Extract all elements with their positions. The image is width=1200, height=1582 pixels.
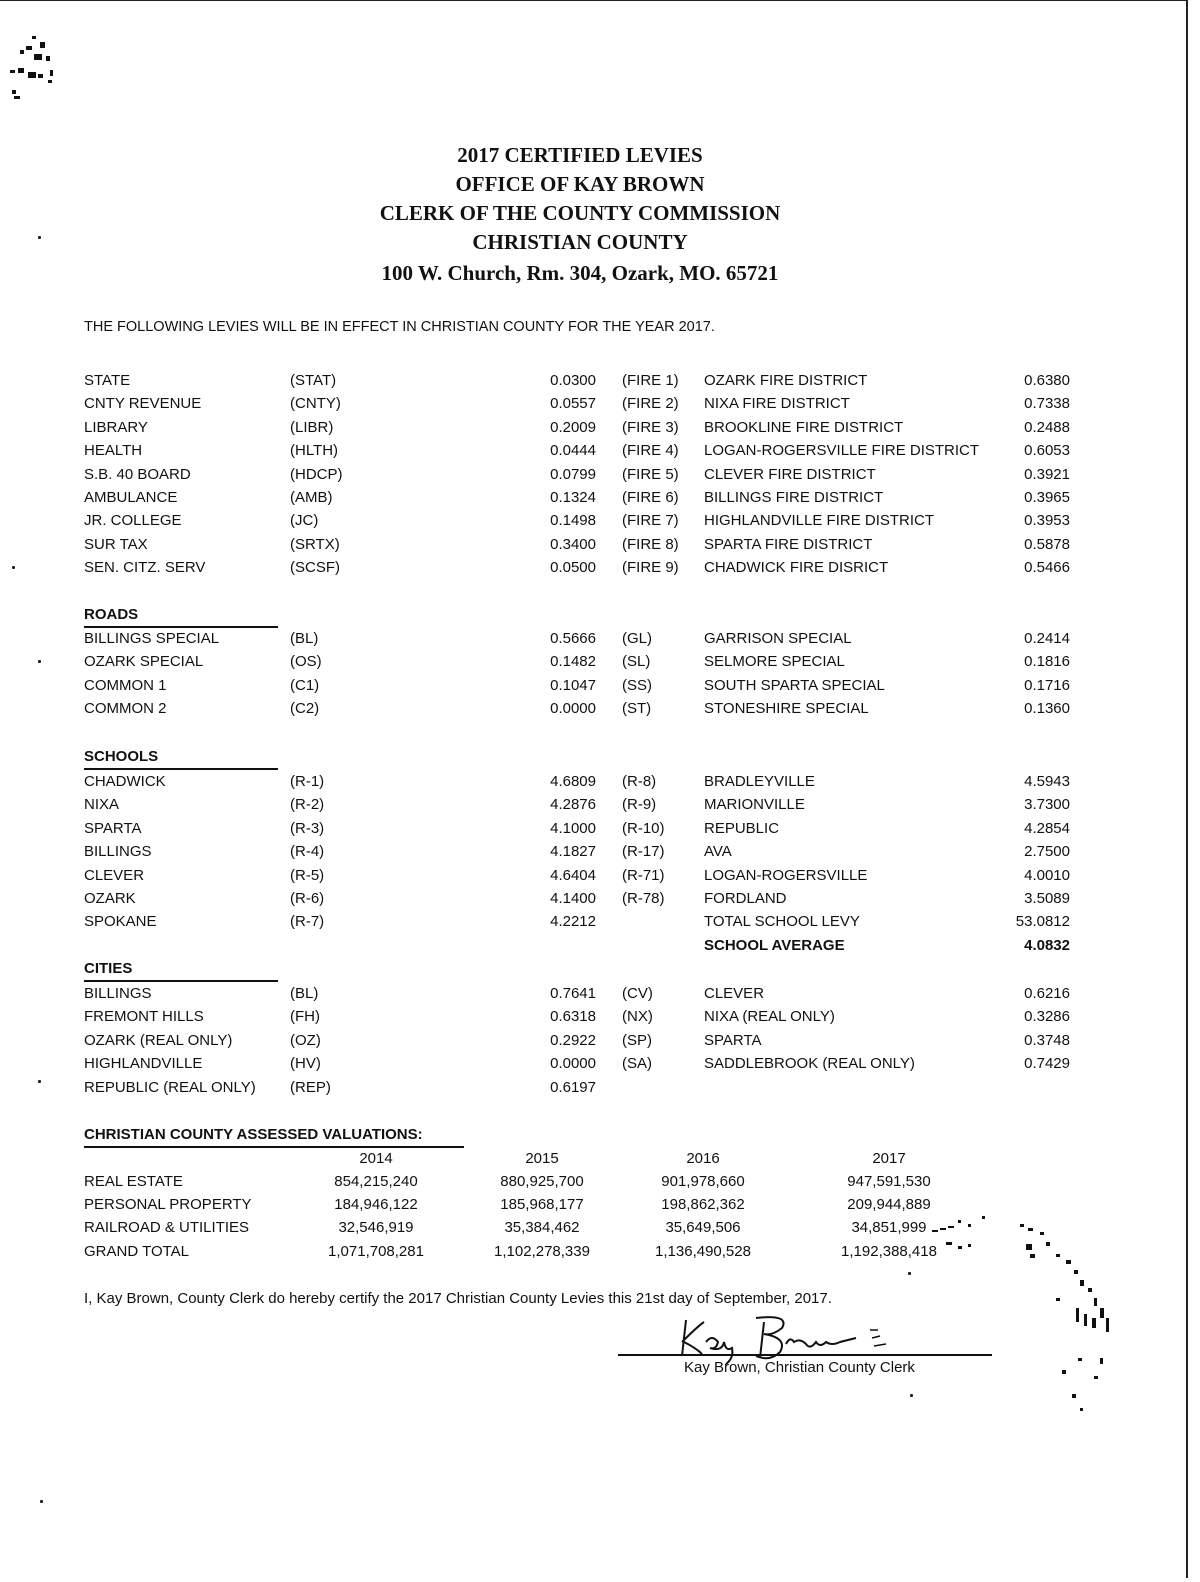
cities-row-right-value: 0.7429 — [1024, 1055, 1070, 1073]
title-line-3: CLERK OF THE COUNTY COMMISSION — [379, 201, 781, 225]
schools-row-right-code: (R-9) — [622, 796, 657, 814]
address-line: 100 W. Church, Rm. 304, Ozark, MO. 65721 — [381, 261, 779, 285]
schools-row-right-code: (R-71) — [622, 866, 665, 884]
general-row-name: SUR TAX — [84, 535, 148, 553]
general-row-code: (SRTX) — [290, 535, 340, 553]
schools-row-value: 4.6809 — [550, 773, 596, 790]
cities-row-name: REPUBLIC (REAL ONLY) — [84, 1078, 256, 1096]
scan-noise-top-left — [4, 34, 64, 114]
roads-row-right-value: 0.1816 — [1024, 653, 1070, 671]
schools-row-right-name: AVA — [704, 843, 732, 861]
general-row-name: AMBULANCE — [84, 489, 178, 506]
valuations-heading: CHRISTIAN COUNTY ASSESSED VALUATIONS: — [84, 1126, 423, 1143]
general-row-right-value: 0.3921 — [1024, 465, 1070, 483]
general-row-right-name: OZARK FIRE DISTRICT — [704, 372, 868, 389]
schools-row-right-code: (R-78) — [622, 890, 665, 907]
general-row-right-code: (FIRE 9) — [622, 559, 679, 577]
schools-row-right-code: (R-8) — [622, 773, 657, 790]
valuation-row-label: REAL ESTATE — [84, 1173, 183, 1190]
valuation-cell: 1,102,278,339 — [494, 1242, 590, 1260]
cities-row-right-name: SPARTA — [704, 1031, 762, 1049]
schools-row-name: CLEVER — [84, 866, 145, 884]
schools-row-right-code: (R-10) — [622, 819, 665, 837]
general-row-code: (LIBR) — [290, 418, 334, 436]
roads-row-right-name: SOUTH SPARTA SPECIAL — [704, 676, 885, 694]
schools-row-name: NIXA — [84, 796, 120, 814]
schools-row-right-name: FORDLAND — [704, 890, 787, 907]
cities-row-right-value: 0.6216 — [1024, 985, 1070, 1002]
general-row-value: 0.1324 — [550, 489, 596, 506]
roads-row-code: (OS) — [290, 653, 322, 671]
general-row-right-code: (FIRE 1) — [622, 372, 679, 389]
general-row-name: JR. COLLEGE — [84, 512, 182, 530]
general-row-name: SEN. CITZ. SERV — [84, 559, 206, 577]
valuation-cell: 947,591,530 — [847, 1173, 931, 1190]
valuation-cell: 185,968,177 — [500, 1196, 584, 1214]
schools-row-right-value: 3.5089 — [1024, 890, 1070, 907]
scan-speck — [908, 1272, 911, 1275]
cities-row-name: BILLINGS — [84, 985, 152, 1002]
roads-heading: ROADS — [84, 606, 139, 623]
general-row-name: CNTY REVENUE — [84, 395, 202, 413]
roads-heading-underline — [84, 626, 278, 628]
general-row-right-name: SPARTA FIRE DISTRICT — [704, 535, 873, 553]
cities-row-right-code: (NX) — [622, 1008, 653, 1026]
scan-speck — [38, 660, 41, 663]
schools-row-right-value: 4.2854 — [1024, 819, 1070, 837]
general-row-code: (STAT) — [290, 372, 337, 389]
valuation-cell: 198,862,362 — [661, 1196, 745, 1214]
general-row-name: HEALTH — [84, 442, 143, 460]
cities-row-right-name: CLEVER — [704, 985, 765, 1002]
valuation-cell: 209,944,889 — [847, 1196, 931, 1214]
cities-row-right-name: NIXA (REAL ONLY) — [704, 1008, 835, 1026]
general-row-right-name: CHADWICK FIRE DISRICT — [704, 559, 889, 577]
cities-row-right-name: SADDLEBROOK (REAL ONLY) — [704, 1055, 915, 1073]
roads-row-name: COMMON 1 — [84, 676, 167, 694]
general-row-value: 0.3400 — [550, 535, 596, 553]
valuation-cell: 35,384,462 — [504, 1219, 580, 1237]
schools-row-code: (R-3) — [290, 819, 325, 837]
roads-row-value: 0.1482 — [550, 653, 596, 671]
schools-row-code: (R-2) — [290, 796, 325, 814]
general-row-value: 0.0799 — [550, 465, 596, 483]
schools-row-code: (R-1) — [290, 773, 325, 790]
valuation-cell: 34,851,999 — [851, 1219, 927, 1237]
valuation-year-header: 2015 — [525, 1150, 559, 1167]
valuation-row-label: RAILROAD & UTILITIES — [84, 1219, 250, 1237]
roads-row-value: 0.0000 — [550, 700, 596, 718]
roads-row-value: 0.1047 — [550, 676, 596, 694]
cities-row-code: (BL) — [290, 985, 319, 1002]
schools-row-right-code: (R-17) — [622, 843, 665, 861]
intro-text: THE FOLLOWING LEVIES WILL BE IN EFFECT IN CHRISTIAN COUNTY FOR THE YEAR 2017. — [84, 319, 715, 335]
general-row-code: (HLTH) — [290, 442, 339, 460]
cities-row-right-code: (CV) — [622, 985, 653, 1002]
roads-row-right-value: 0.2414 — [1024, 630, 1070, 647]
valuation-year-header: 2016 — [686, 1150, 720, 1167]
valuation-cell: 35,649,506 — [665, 1219, 741, 1237]
general-row-right-code: (FIRE 5) — [622, 465, 679, 483]
roads-row-right-value: 0.1360 — [1024, 700, 1070, 718]
schools-row-code: (R-7) — [290, 913, 325, 931]
roads-row-name: COMMON 2 — [84, 700, 167, 718]
general-row-name: STATE — [84, 372, 131, 389]
schools-row-name: CHADWICK — [84, 773, 166, 790]
cities-row-code: (HV) — [290, 1055, 321, 1073]
general-row-right-value: 0.5878 — [1024, 535, 1070, 553]
schools-row-right-value: 4.5943 — [1024, 773, 1070, 790]
roads-row-right-value: 0.1716 — [1024, 676, 1070, 694]
scan-speck — [910, 1394, 913, 1397]
general-row-name: S.B. 40 BOARD — [84, 465, 191, 483]
cities-heading: CITIES — [84, 960, 133, 977]
valuation-year-header: 2017 — [872, 1150, 906, 1167]
general-row-value: 0.1498 — [550, 512, 596, 530]
roads-row-right-code: (GL) — [622, 630, 652, 647]
roads-row-right-name: STONESHIRE SPECIAL — [704, 700, 869, 718]
general-row-right-code: (FIRE 4) — [622, 442, 679, 460]
roads-row-right-code: (ST) — [622, 700, 652, 718]
valuation-cell: 1,192,388,418 — [841, 1242, 937, 1260]
schools-row-right-value: 53.0812 — [1015, 913, 1070, 931]
cities-row-right-value: 0.3748 — [1024, 1031, 1070, 1049]
valuation-row-label: PERSONAL PROPERTY — [84, 1196, 252, 1214]
general-row-right-code: (FIRE 6) — [622, 489, 679, 506]
schools-row-value: 4.1000 — [550, 819, 596, 837]
general-row-right-code: (FIRE 8) — [622, 535, 679, 553]
general-row-right-value: 0.3953 — [1024, 512, 1070, 530]
cities-row-value: 0.2922 — [550, 1031, 596, 1049]
roads-row-name: BILLINGS SPECIAL — [84, 630, 220, 647]
cities-row-code: (OZ) — [290, 1031, 321, 1049]
schools-row-code: (R-4) — [290, 843, 325, 861]
general-row-value: 0.0557 — [550, 395, 596, 413]
schools-row-value: 4.1400 — [550, 890, 596, 907]
schools-row-value: 4.2876 — [550, 796, 596, 814]
general-row-right-code: (FIRE 7) — [622, 512, 679, 530]
scan-noise-right — [1016, 1218, 1116, 1418]
schools-row-value: 4.2212 — [550, 913, 596, 931]
general-row-right-name: BROOKLINE FIRE DISTRICT — [704, 418, 904, 436]
signature-caption: Kay Brown, Christian County Clerk — [684, 1359, 915, 1376]
schools-row-code: (R-6) — [290, 890, 325, 907]
general-row-value: 0.2009 — [550, 418, 596, 436]
schools-row-right-name: TOTAL SCHOOL LEVY — [704, 913, 860, 931]
schools-row-value: 4.1827 — [550, 843, 596, 861]
general-row-value: 0.0300 — [550, 372, 596, 389]
valuation-cell: 32,546,919 — [338, 1219, 414, 1237]
general-row-code: (SCSF) — [290, 559, 340, 577]
schools-row-right-value: 3.7300 — [1024, 796, 1070, 814]
schools-row-right-name: SCHOOL AVERAGE — [704, 936, 845, 954]
valuation-cell: 901,978,660 — [661, 1173, 745, 1190]
cities-row-value: 0.6318 — [550, 1008, 596, 1026]
schools-row-right-value: 4.0010 — [1024, 866, 1070, 884]
general-row-value: 0.0444 — [550, 442, 596, 460]
general-row-value: 0.0500 — [550, 559, 596, 577]
roads-row-code: (C2) — [290, 700, 320, 718]
valuation-cell: 184,946,122 — [334, 1196, 418, 1214]
general-row-right-value: 0.5466 — [1024, 559, 1070, 577]
valuation-year-header: 2014 — [359, 1150, 393, 1167]
cities-row-value: 0.7641 — [550, 985, 596, 1002]
schools-row-code: (R-5) — [290, 866, 325, 884]
scan-noise-valuation — [928, 1212, 988, 1262]
signature-line — [618, 1354, 992, 1356]
general-row-right-name: HIGHLANDVILLE FIRE DISTRICT — [704, 512, 935, 530]
roads-row-right-name: GARRISON SPECIAL — [704, 630, 852, 647]
schools-heading-underline — [84, 768, 278, 770]
general-row-name: LIBRARY — [84, 418, 148, 436]
general-row-right-name: BILLINGS FIRE DISTRICT — [704, 489, 884, 506]
general-row-right-code: (FIRE 2) — [622, 395, 679, 413]
general-row-code: (JC) — [290, 512, 319, 530]
valuation-cell: 1,071,708,281 — [328, 1242, 424, 1260]
scan-speck — [40, 1500, 43, 1503]
cities-row-right-code: (SP) — [622, 1031, 652, 1049]
schools-row-right-name: REPUBLIC — [704, 819, 780, 837]
scan-speck — [12, 566, 15, 569]
valuations-heading-underline — [84, 1146, 464, 1148]
cities-row-value: 0.0000 — [550, 1055, 596, 1073]
cities-row-value: 0.6197 — [550, 1078, 596, 1096]
general-row-right-name: CLEVER FIRE DISTRICT — [704, 465, 876, 483]
general-row-code: (CNTY) — [290, 395, 341, 413]
schools-row-right-name: MARIONVILLE — [704, 796, 805, 814]
title-line-4: CHRISTIAN COUNTY — [472, 230, 688, 254]
schools-row-name: SPOKANE — [84, 913, 157, 931]
roads-row-value: 0.5666 — [550, 630, 596, 647]
valuation-cell: 854,215,240 — [334, 1173, 418, 1190]
roads-row-right-code: (SS) — [622, 676, 652, 694]
schools-row-value: 4.6404 — [550, 866, 596, 884]
cities-heading-underline — [84, 980, 278, 982]
cities-row-code: (REP) — [290, 1078, 331, 1096]
title-line-1: 2017 CERTIFIED LEVIES — [457, 143, 703, 167]
roads-row-right-code: (SL) — [622, 653, 651, 671]
valuation-cell: 1,136,490,528 — [655, 1242, 751, 1260]
schools-row-right-name: LOGAN-ROGERSVILLE — [704, 866, 868, 884]
cities-row-name: FREMONT HILLS — [84, 1008, 204, 1026]
schools-row-name: OZARK — [84, 890, 136, 907]
schools-heading: SCHOOLS — [84, 748, 159, 765]
cities-row-code: (FH) — [290, 1008, 320, 1026]
general-row-right-value: 0.2488 — [1024, 418, 1070, 436]
schools-row-name: SPARTA — [84, 819, 142, 837]
roads-row-right-name: SELMORE SPECIAL — [704, 653, 845, 671]
certification-text: I, Kay Brown, County Clerk do hereby certify the 2017 Christian County Levies this 21st day of September, 2017. — [84, 1290, 832, 1307]
roads-row-code: (BL) — [290, 630, 319, 647]
general-row-right-code: (FIRE 3) — [622, 418, 679, 436]
cities-row-name: OZARK (REAL ONLY) — [84, 1031, 233, 1049]
schools-row-right-name: BRADLEYVILLE — [704, 773, 815, 790]
general-row-right-name: LOGAN-ROGERSVILLE FIRE DISTRICT — [704, 442, 980, 460]
valuation-cell: 880,925,700 — [500, 1173, 584, 1190]
general-row-right-value: 0.6380 — [1024, 372, 1070, 389]
general-row-code: (HDCP) — [290, 465, 343, 483]
general-row-right-value: 0.3965 — [1024, 489, 1070, 506]
cities-row-right-value: 0.3286 — [1024, 1008, 1070, 1026]
roads-row-name: OZARK SPECIAL — [84, 653, 204, 671]
general-row-right-value: 0.6053 — [1024, 442, 1070, 460]
valuation-row-label: GRAND TOTAL — [84, 1242, 190, 1260]
scan-speck — [38, 236, 41, 239]
schools-row-name: BILLINGS — [84, 843, 152, 861]
schools-row-right-value: 2.7500 — [1024, 843, 1070, 861]
general-row-right-name: NIXA FIRE DISTRICT — [704, 395, 850, 413]
title-line-2: OFFICE OF KAY BROWN — [455, 172, 705, 196]
general-row-code: (AMB) — [290, 489, 333, 506]
general-row-right-value: 0.7338 — [1024, 395, 1070, 413]
roads-row-code: (C1) — [290, 676, 320, 694]
schools-row-right-value: 4.0832 — [1024, 936, 1070, 954]
cities-row-name: HIGHLANDVILLE — [84, 1055, 203, 1073]
cities-row-right-code: (SA) — [622, 1055, 652, 1073]
scan-speck — [38, 1080, 41, 1083]
